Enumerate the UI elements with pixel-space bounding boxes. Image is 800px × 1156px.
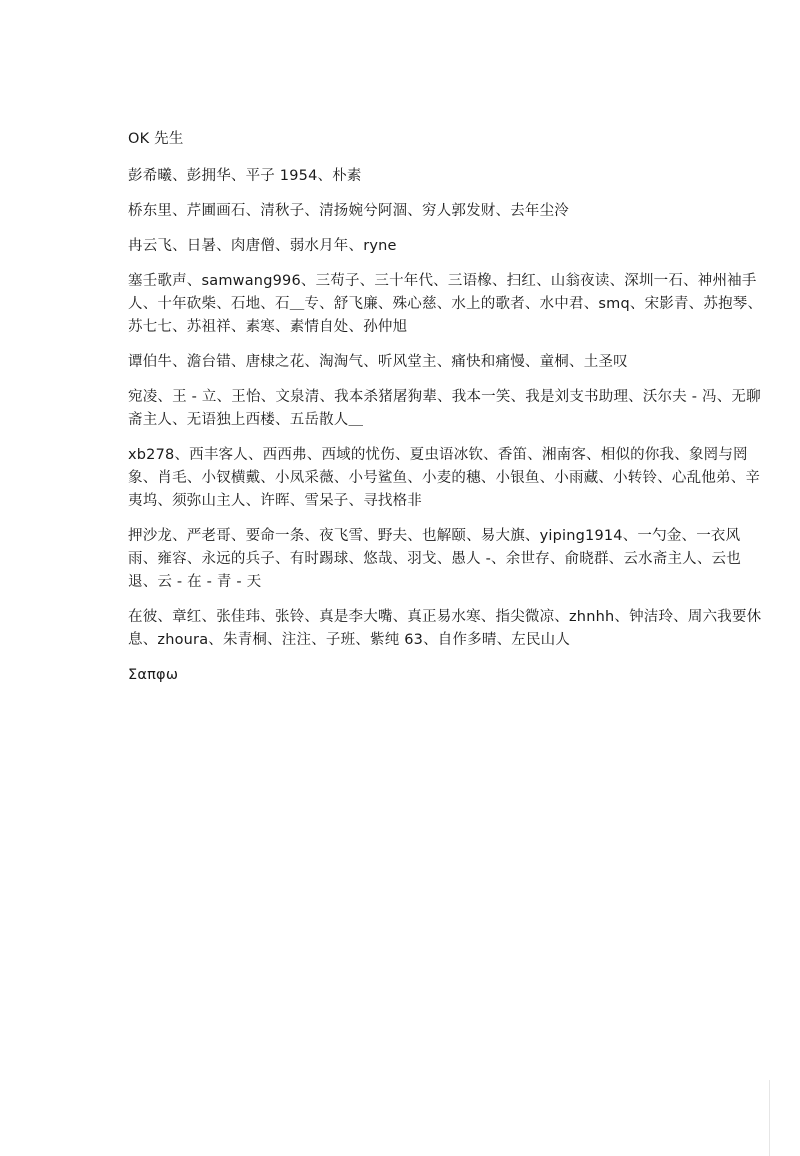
paragraph: 冉云飞、日暑、肉唐僧、弱水月年、ryne — [128, 238, 397, 254]
paragraph: 桥东里、芹圃画石、清秋子、清扬婉兮阿涸、穷人郭发财、去年尘泠 — [128, 203, 569, 219]
paragraph: 塞壬歌声、samwang996、三苟子、三十年代、三语橡、扫红、山翁夜读、深圳一石、神州袖手人、十年砍柴、石地、石＿专、舒飞廉、殊心慈、水上的歌者、水中君、smq、宋影青、苏抱琴、苏七七、苏祖祥、素寒、素情自处、孙仲旭 — [128, 273, 763, 335]
paragraph: 在彼、章红、张佳玮、张铃、真是李大嘴、真正易水寒、指尖微凉、zhnhh、钟洁玲、周六我要休息、zhoura、朱青桐、注注、子班、紫纯 63、自作多晴、左民山人 — [128, 609, 762, 648]
paragraph: OK 先生 — [128, 131, 184, 147]
paragraph: Σαπφω — [128, 667, 179, 683]
scan-edge-line — [769, 1080, 770, 1156]
paragraph: 宛凌、王 - 立、王怡、文泉清、我本杀猪屠狗辈、我本一笑、我是刘支书助理、沃尔夫 - 冯、无聊斋主人、无语独上西楼、五岳散人＿ — [128, 389, 761, 428]
paragraph: 押沙龙、严老哥、要命一条、夜飞雪、野夫、也解颐、易大旗、yiping1914、一勺金、一衣风雨、雍容、永远的兵子、有时踢球、悠哉、羽戈、愚人 -、余世存、俞晓群、云水斋主人、云也退、云 - 在 - 青 - 天 — [128, 528, 741, 590]
paragraph: 谭伯牛、澹台错、唐棣之花、淘淘气、听风堂主、痛快和痛慢、童桐、土圣叹 — [128, 354, 628, 370]
paragraph: 彭希曦、彭拥华、平子 1954、朴素 — [128, 168, 362, 184]
name-list — [128, 128, 768, 699]
paragraph: xb278、西丰客人、西西弗、西域的忧伤、夏虫语冰钦、香笛、湘南客、相似的你我、象罔与罔象、肖毛、小钗横戴、小凤采薇、小号鲨鱼、小麦的穗、小银鱼、小雨藏、小转铃、心乱他弟、辛夷坞、须弥山主人、许晖、雪呆子、寻找格非 — [128, 447, 761, 509]
